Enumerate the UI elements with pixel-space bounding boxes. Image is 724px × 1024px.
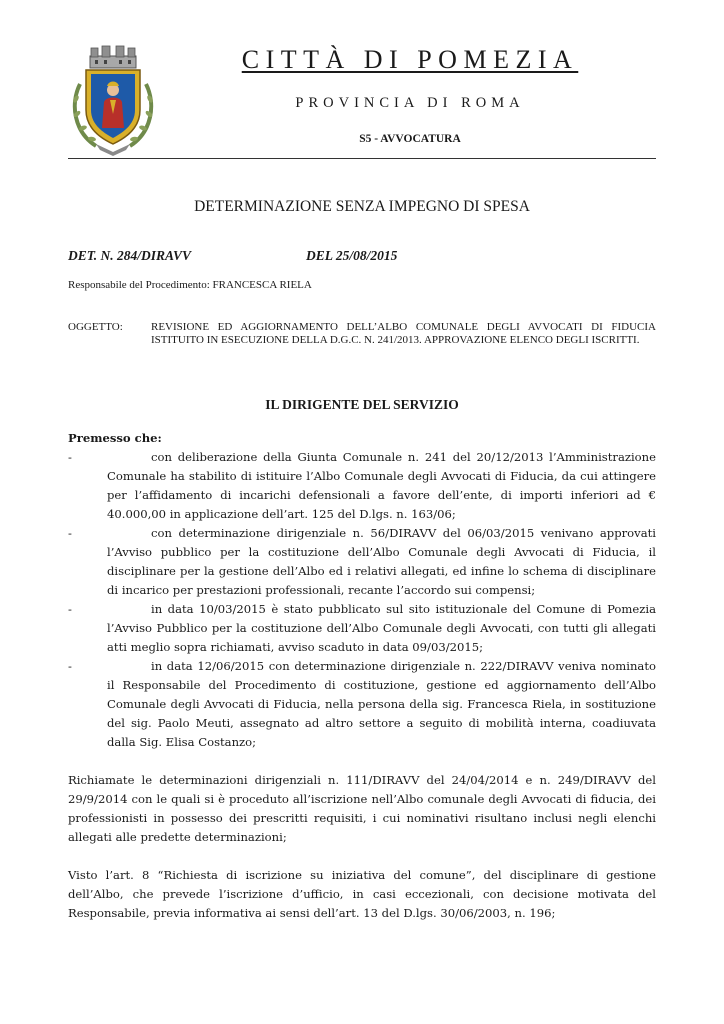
- subject-label: OGGETTO:: [68, 321, 123, 333]
- subject-text: REVISIONE ED AGGIORNAMENTO DELL’ALBO COMUNALE DEGLI AVVOCATI DI FIDUCIA ISTITUITO IN ESECUZIONE DELLA D.G.C. N. 241/2013. APPROVAZIONE ELENCO DEGLI ISCRITTI.: [151, 321, 656, 346]
- list-item-text: con deliberazione della Giunta Comunale n. 241 del 20/12/2013 l’Amministrazione Comunale ha stabilito di istituire l’Albo Comunale degli Avvocati di Fiducia, da cui attingere per l’affidamento di incarichi defensionali a favore dell’ente, di importi inferiori ad € 40.000,00 in applicazione dell’art. 125 del D.lgs. n. 163/06;: [107, 450, 656, 521]
- list-item: [68, 600, 656, 657]
- office-name: S5 - AVVOCATURA: [359, 133, 461, 145]
- list-item-text: in data 10/03/2015 è stato pubblicato sul sito istituzionale del Comune di Pomezia l’Avviso Pubblico per la costituzione dell’Albo Comunale degli Avvocati, con tutti gli allegati atti meglio sopra richiamati, avviso scaduto in data 09/03/2015;: [107, 602, 656, 654]
- list-item-text: con determinazione dirigenziale n. 56/DIRAVV del 06/03/2015 venivano approvati l’Avviso pubblico per la costituzione dell’Albo Comunale degli Avvocati di Fiducia, il disciplinare per la gestione dell’Albo ed i relativi allegati, ed infine lo schema di disciplinare di incarico per prestazioni professionali, recante l’accordo sui compensi;: [107, 526, 656, 597]
- section-title: IL DIRIGENTE DEL SERVIZIO: [265, 397, 459, 412]
- list-dash: -: [68, 602, 72, 616]
- determination-date: DEL 25/08/2015: [306, 248, 398, 263]
- document-body: [68, 429, 656, 923]
- list-item: [68, 524, 656, 600]
- list-dash: -: [68, 450, 72, 464]
- document-type: DETERMINAZIONE SENZA IMPEGNO DI SPESA: [194, 198, 530, 215]
- coat-of-arms-icon: [66, 44, 160, 156]
- list-dash: -: [68, 659, 72, 673]
- responsible-person: Responsabile del Procedimento: FRANCESCA RIELA: [68, 279, 312, 291]
- list-dash: -: [68, 526, 72, 540]
- paragraph-richiamate: Richiamate le determinazioni dirigenziali n. 111/DIRAVV del 24/04/2014 e n. 249/DIRAVV del 29/9/2014 con le quali si è proceduto all’iscrizione nell’Albo comunale degli Avvocati di fiducia, dei professionisti in possesso dei prescritti requisiti, i cui nominativi risultano inclusi negli elenchi allegati alle predette determinazioni;: [68, 773, 656, 844]
- determination-number: DET. N. 284/DIRAVV: [68, 248, 192, 263]
- province-title: PROVINCIA DI ROMA: [295, 95, 525, 111]
- list-item-text: in data 12/06/2015 con determinazione dirigenziale n. 222/DIRAVV veniva nominato il Responsabile del Procedimento di costituzione, gestione ed aggiornamento dell’Albo Comunale degli Avvocati di Fiducia, nella persona della sig. Francesca Riela, in sostituzione del sig. Paolo Meuti, assegnato ad altro settore a seguito di mobilità interna, coadiuvata dalla Sig. Elisa Costanzo;: [107, 659, 656, 749]
- premesso-heading: Premesso che:: [68, 431, 162, 445]
- list-item: [68, 657, 656, 752]
- header-divider: [68, 158, 656, 159]
- list-item: [68, 448, 656, 524]
- city-title: CITTÀ DI POMEZIA: [241, 45, 579, 74]
- paragraph-visto: Visto l’art. 8 “Richiesta di iscrizione su iniziativa del comune”, del disciplinare di gestione dell’Albo, che prevede l’iscrizione d’ufficio, in casi eccezionali, con decisione motivata del Responsabile, previa informativa ai sensi dell’art. 13 del D.lgs. 30/06/2003, n. 196;: [68, 868, 656, 920]
